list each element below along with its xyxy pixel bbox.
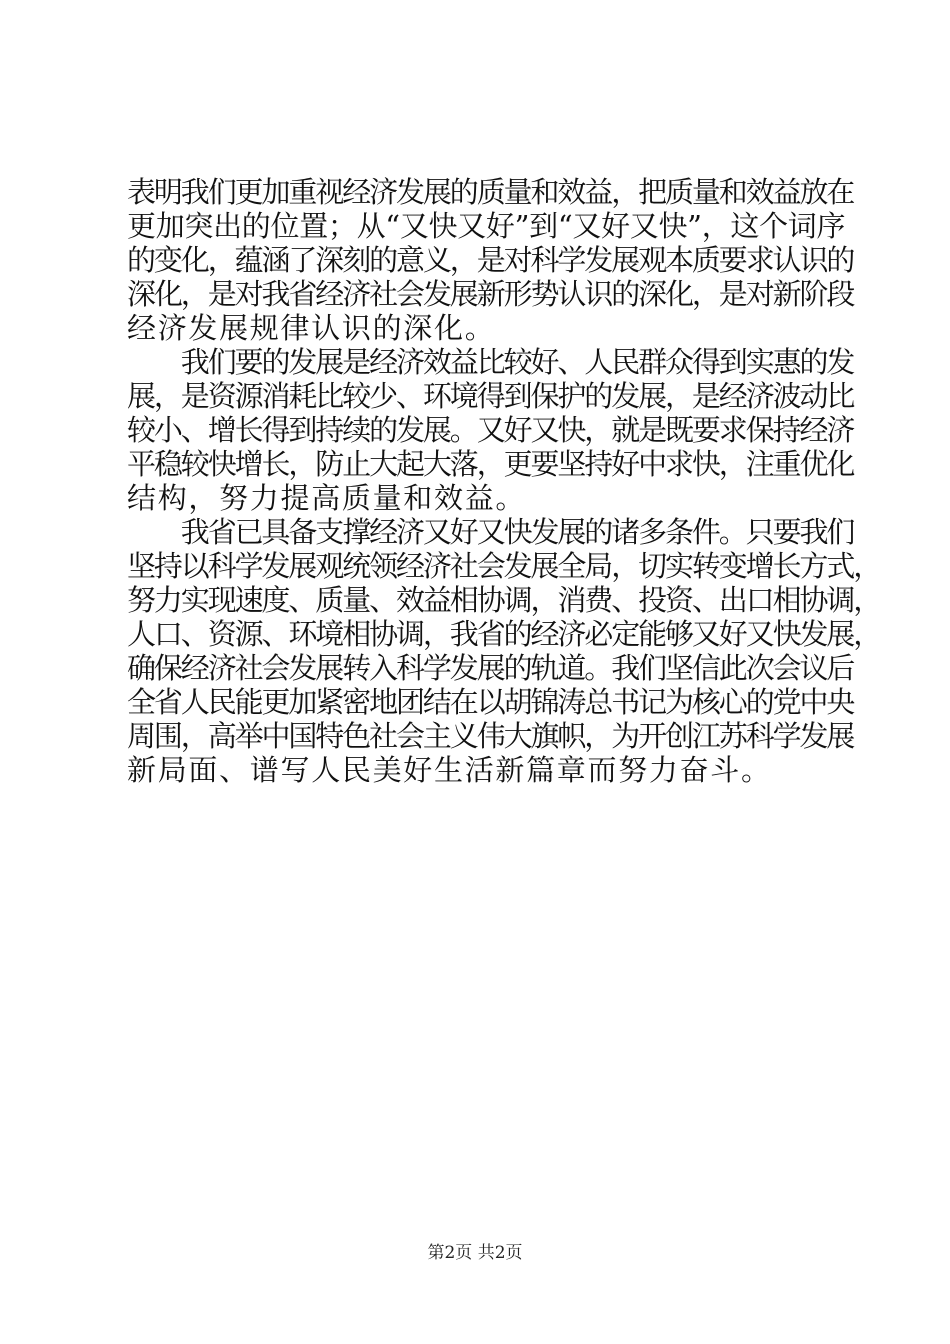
text-line: 全省人民能更加紧密地团结在以胡锦涛总书记为核心的党中央 — [127, 685, 854, 719]
text-line: 我省已具备支撑经济又好又快发展的诸多条件。只要我们 — [127, 515, 854, 549]
paragraph-1 — [127, 175, 854, 345]
paragraph-2 — [127, 345, 854, 515]
text-line: 新局面、谱写人民美好生活新篇章而努力奋斗。 — [127, 753, 772, 787]
text-line: 较小、增长得到持续的发展。又好又快，就是既要求保持经济 — [127, 413, 854, 447]
text-line: 结构，努力提高质量和效益。 — [127, 481, 527, 515]
text-line: 更加突出的位置；从“又快又好”到“又好又快”，这个词序 — [127, 209, 846, 243]
text-line: 平稳较快增长，防止大起大落，更要坚持好中求快，注重优化 — [127, 447, 854, 481]
paragraph-3 — [127, 515, 881, 787]
document-body — [127, 175, 881, 787]
text-line: 表明我们更加重视经济发展的质量和效益，把质量和效益放在 — [127, 175, 854, 209]
text-line: 努力实现速度、质量、效益相协调，消费、投资、出口相协调， — [127, 583, 881, 617]
text-line: 的变化，蕴涵了深刻的意义，是对科学发展观本质要求认识的 — [127, 243, 854, 277]
page-number-footer: 第2页 共2页 — [427, 1243, 523, 1263]
text-line: 经济发展规律认识的深化。 — [127, 311, 496, 345]
text-line: 人口、资源、环境相协调，我省的经济必定能够又好又快发展， — [127, 617, 881, 651]
text-line: 展，是资源消耗比较少、环境得到保护的发展，是经济波动比 — [127, 379, 854, 413]
text-line: 确保经济社会发展转入科学发展的轨道。我们坚信此次会议后 — [127, 651, 854, 685]
text-line: 周围，高举中国特色社会主义伟大旗帜，为开创江苏科学发展 — [127, 719, 854, 753]
text-line: 我们要的发展是经济效益比较好、人民群众得到实惠的发 — [127, 345, 854, 379]
text-line: 坚持以科学发展观统领经济社会发展全局，切实转变增长方式， — [127, 549, 881, 583]
text-line: 深化，是对我省经济社会发展新形势认识的深化，是对新阶段 — [127, 277, 854, 311]
